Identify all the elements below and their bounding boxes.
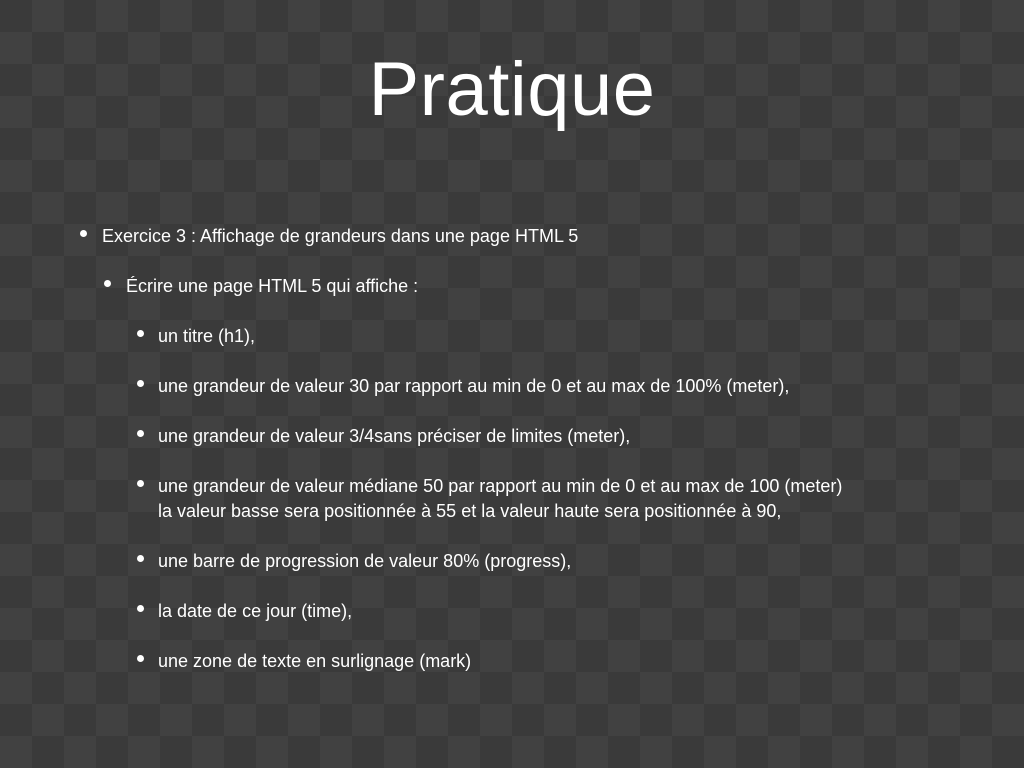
bullet-dot-icon [80, 230, 87, 237]
bullet-dot-icon [137, 480, 144, 487]
bullet-dot-icon [137, 655, 144, 662]
exercise-heading: Exercice 3 : Affichage de grandeurs dans une page HTML 5 [102, 226, 579, 246]
bullet-dot-icon [137, 555, 144, 562]
list-item: une barre de progression de valeur 80% (progress), [158, 551, 572, 571]
list-item: un titre (h1), [158, 326, 256, 346]
bullet-dot-icon [137, 430, 144, 437]
slide-title: Pratique [368, 47, 656, 132]
list-item: une grandeur de valeur médiane 50 par rapport au min de 0 et au max de 100 (meter) [158, 476, 843, 496]
list-item: la date de ce jour (time), [158, 601, 353, 621]
instruction-text: Écrire une page HTML 5 qui affiche : [126, 276, 419, 296]
bullet-dot-icon [137, 330, 144, 337]
bullet-dot-icon [104, 280, 111, 287]
list-item: une grandeur de valeur 3/4sans préciser de limites (meter), [158, 426, 631, 446]
list-item-continuation: la valeur basse sera positionnée à 55 et la valeur haute sera positionnée à 90, [158, 501, 782, 521]
bullet-dot-icon [137, 605, 144, 612]
bullet-dot-icon [137, 380, 144, 387]
list-item: une zone de texte en surlignage (mark) [158, 651, 472, 671]
list-item: une grandeur de valeur 30 par rapport au min de 0 et au max de 100% (meter), [158, 376, 790, 396]
